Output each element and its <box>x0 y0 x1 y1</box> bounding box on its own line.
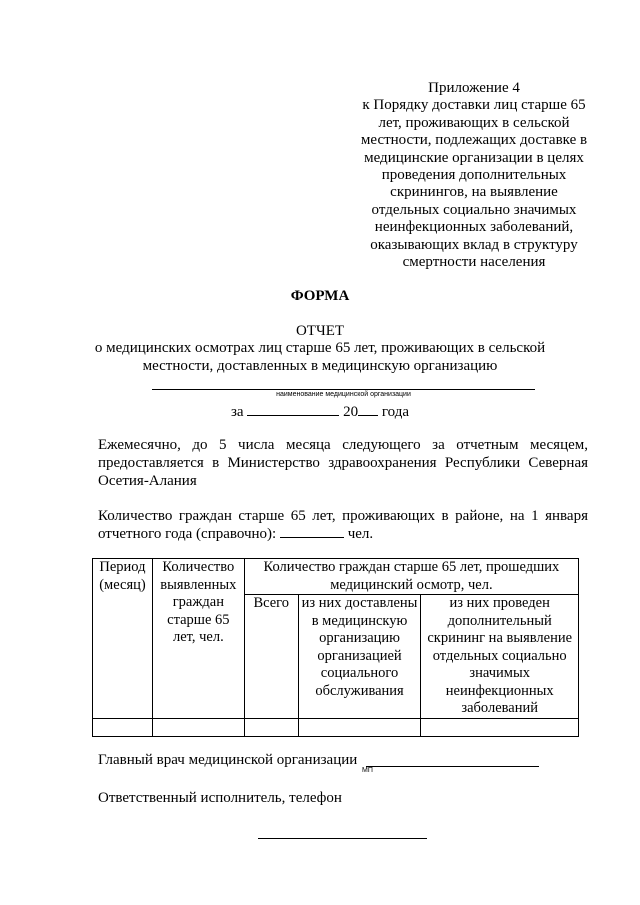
appendix-line: оказывающих вклад в структуру <box>370 236 578 253</box>
appendix-line: неинфекционных заболеваний, <box>374 219 574 236</box>
appendix-line: скринингов, на выявление <box>390 184 558 201</box>
table-header-row <box>93 559 579 595</box>
header-screening: из них проведен дополнительный скрининг на выявление отдельных социально значимых неинфекционных заболеваний <box>421 595 579 719</box>
submission-note: Ежемесячно, до 5 числа месяца следующего за отчетным месяцем, предоставляется в Министерство здравоохранения Республики Северная Осетия-Алания <box>98 437 588 489</box>
appendix-line: местности, подлежащих доставке в <box>360 132 588 149</box>
report-title: ОТЧЕТ <box>295 323 345 339</box>
report-subtitle: о медицинских осмотрах лиц старше 65 лет, проживающих в сельской местности, доставленных в медицинскую организацию <box>94 340 546 374</box>
table-cell[interactable] <box>244 718 298 736</box>
table-row <box>93 718 579 736</box>
form-label: ФОРМА <box>290 288 350 304</box>
org-name-line <box>152 389 535 390</box>
executor-signature-line <box>258 838 427 839</box>
period-suffix: года <box>381 404 409 420</box>
chief-doctor-signature-line <box>366 766 539 767</box>
table-cell[interactable] <box>152 718 244 736</box>
table-cell[interactable] <box>298 718 421 736</box>
stamp-label: МП <box>362 767 373 774</box>
period-blank <box>247 403 339 416</box>
population-blank <box>280 525 344 538</box>
appendix-header <box>338 80 610 271</box>
chief-doctor-label: Главный врач медицинской организации <box>98 752 358 768</box>
appendix-line: медицинские организации в целях <box>364 149 584 166</box>
header-examined: Количество граждан старше 65 лет, прошедших медицинский осмотр, чел. <box>244 559 578 595</box>
table-cell[interactable] <box>93 718 153 736</box>
population-text: Количество граждан старше 65 лет, проживающих в районе, на 1 января отчетного года (справочно): <box>98 508 588 542</box>
header-identified: Количество выявленных граждан старше 65 лет, чел. <box>152 559 244 719</box>
table-cell[interactable] <box>421 718 579 736</box>
appendix-line: лет, проживающих в сельской <box>378 114 570 131</box>
period-year-prefix: 20 <box>343 404 359 420</box>
report-period <box>0 403 640 421</box>
header-period: Период (месяц) <box>93 559 153 719</box>
header-delivered: из них доставлены в медицинскую организацию организацией социального обслуживания <box>298 595 421 719</box>
population-unit: чел. <box>347 526 374 542</box>
population-note <box>98 507 588 543</box>
appendix-line: к Порядку доставки лиц старше 65 <box>362 97 586 114</box>
appendix-line: Приложение 4 <box>428 80 520 96</box>
year-blank <box>358 403 378 416</box>
org-name-caption: наименование медицинской организации <box>276 391 411 398</box>
appendix-line: смертности населения <box>402 254 546 271</box>
appendix-line: проведения дополнительных <box>381 167 567 184</box>
appendix-line: отдельных социально значимых <box>371 201 577 218</box>
report-table <box>92 558 579 737</box>
executor-label: Ответственный исполнитель, телефон <box>98 790 342 806</box>
period-prefix: за <box>231 404 244 420</box>
header-total: Всего <box>244 595 298 719</box>
